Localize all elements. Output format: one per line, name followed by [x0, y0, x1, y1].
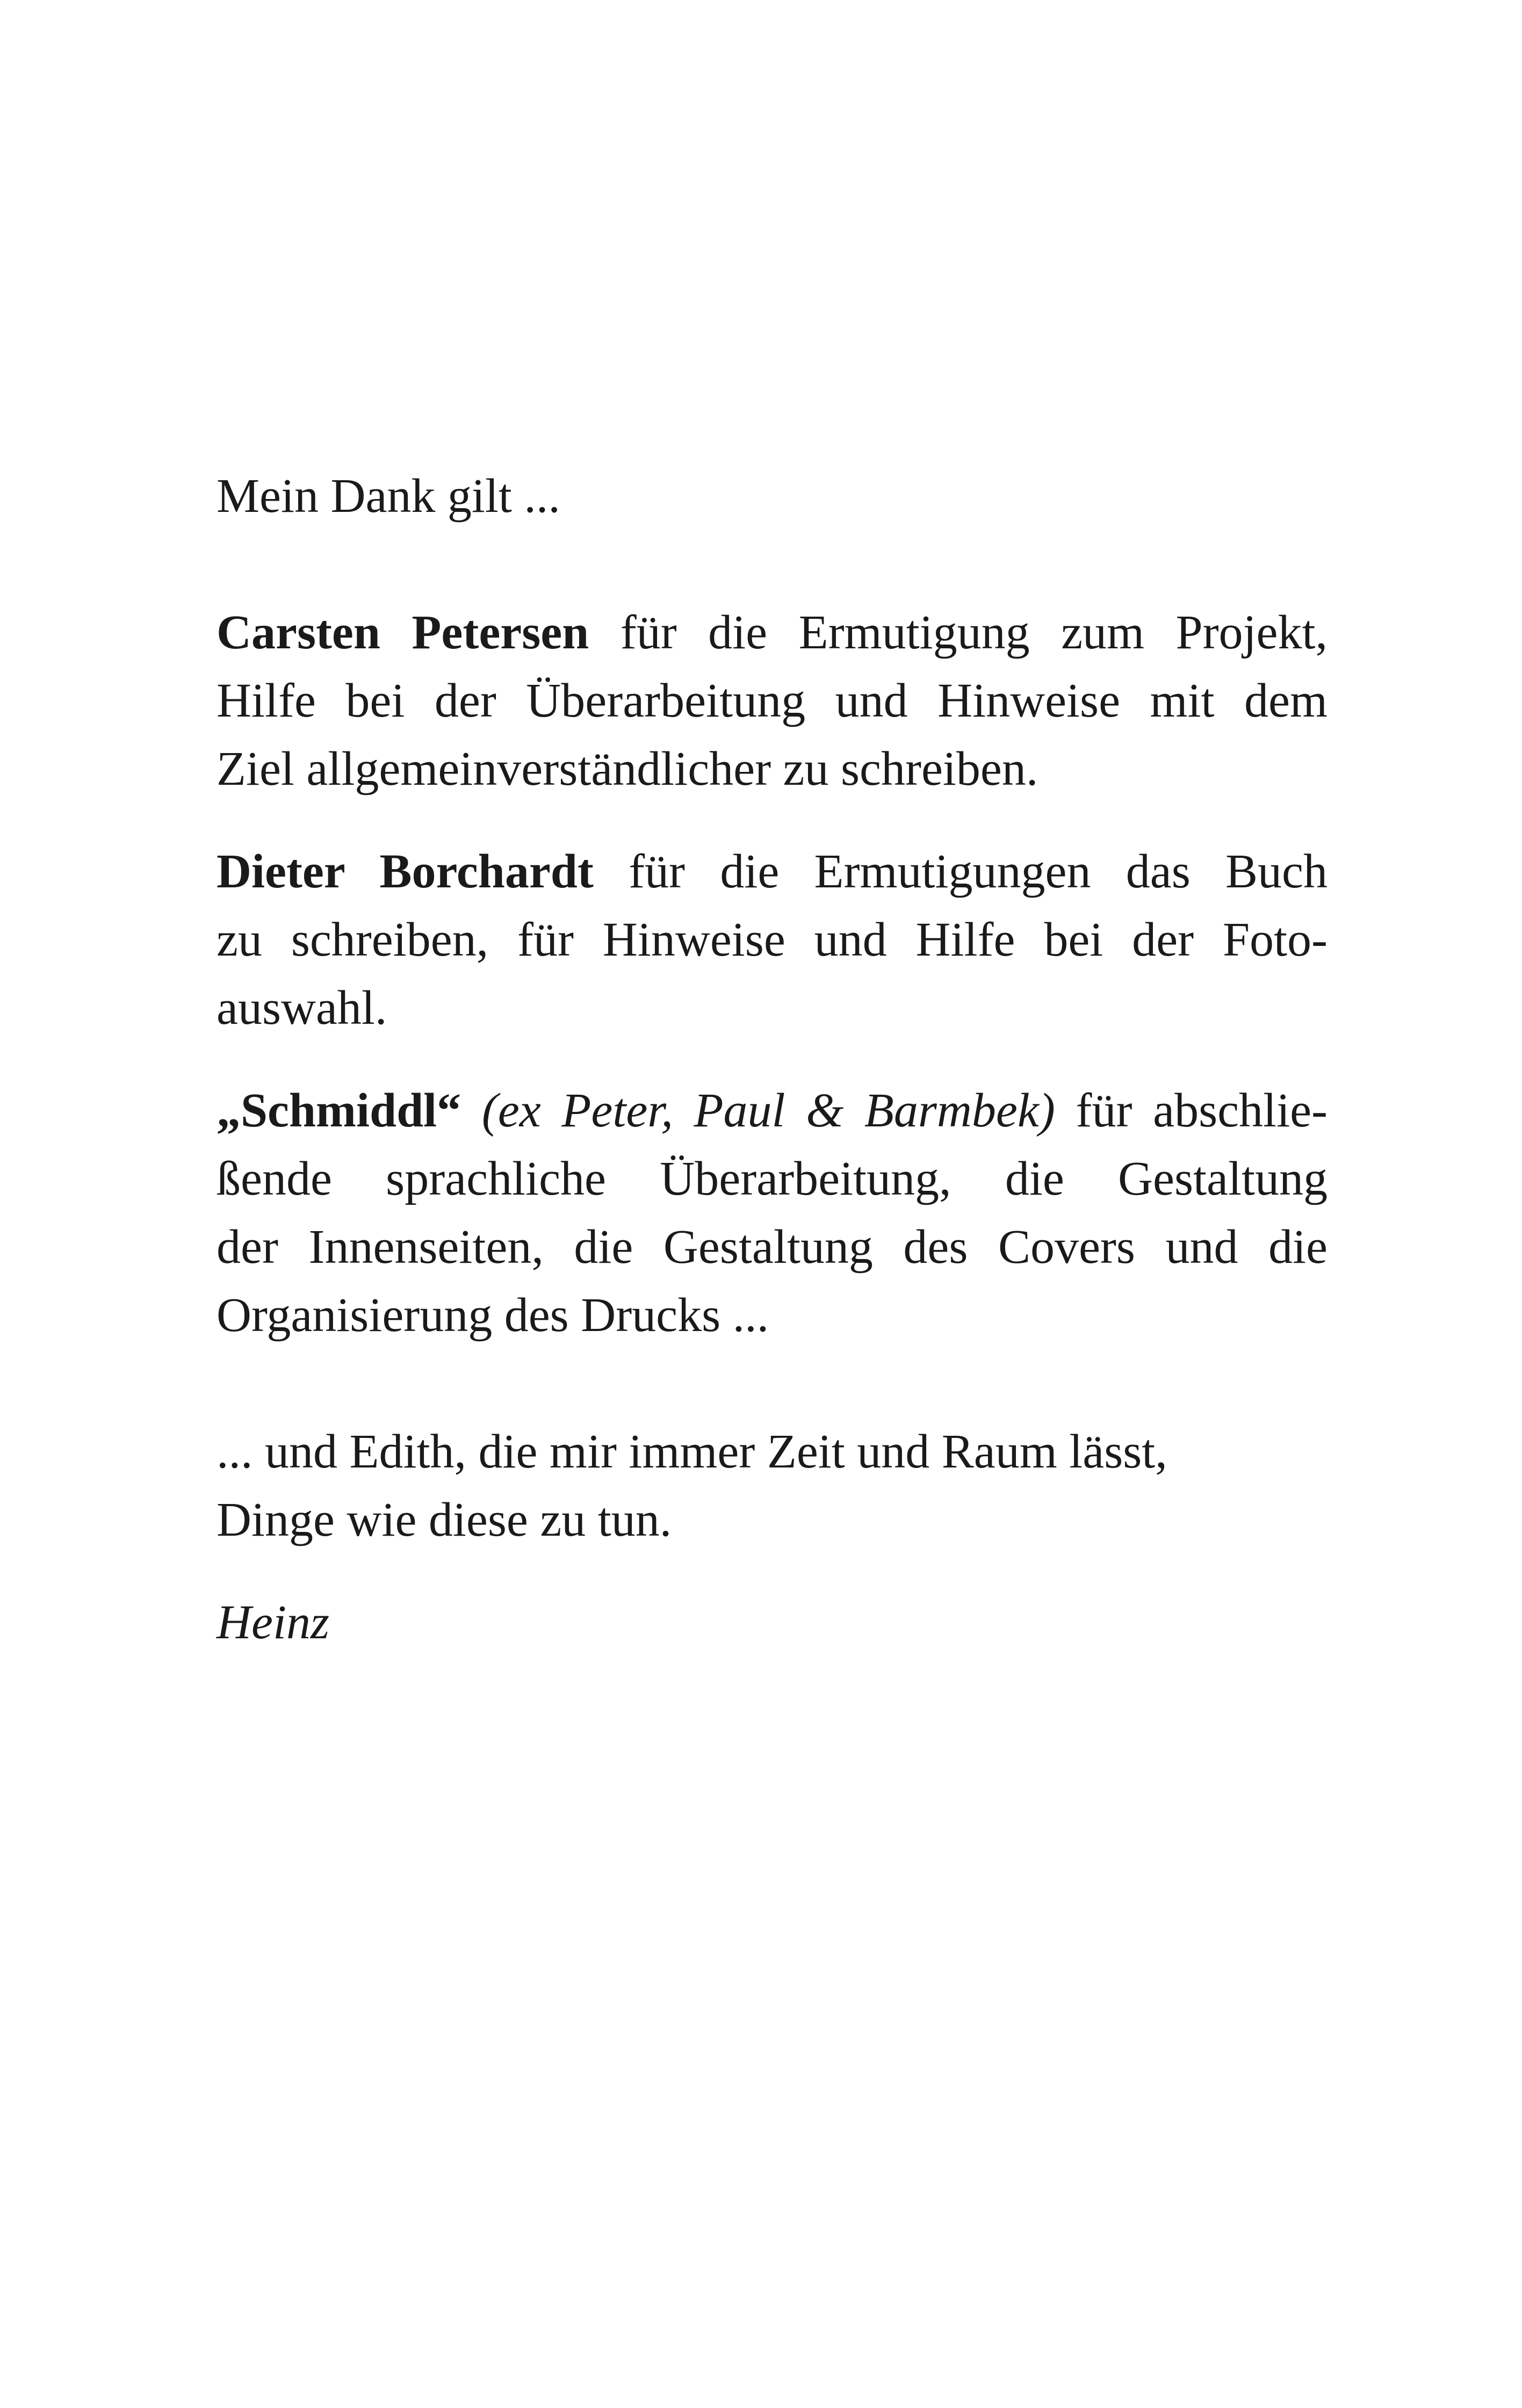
paragraph-line [217, 1076, 1328, 1145]
person-name: Carsten Petersen [217, 606, 589, 659]
spacer [217, 1042, 1328, 1076]
acknowledgements-text [217, 462, 1328, 1657]
person-aside: (ex Peter, Paul & Barmbek) [481, 1084, 1055, 1137]
intro-line [217, 462, 1328, 530]
paragraph-carsten-petersen [217, 598, 1328, 803]
closing-paragraph [217, 1418, 1328, 1554]
paragraph-schmiddl [217, 1076, 1328, 1349]
closing-line: Dinge wie diese zu tun. [217, 1493, 672, 1546]
signature-text: Heinz [217, 1596, 329, 1649]
spacer [217, 1349, 1328, 1418]
person-name: „Schmiddl“ [217, 1084, 461, 1137]
paragraph-line: Hilfe bei der Überarbeitung und Hinweise mit dem [217, 674, 1328, 727]
paragraph-line: ßende sprachliche Überarbeitung, die Gestaltung [217, 1152, 1328, 1205]
paragraph-line: zu schreiben, für Hinweise und Hilfe bei der Foto- [217, 913, 1328, 966]
paragraph-text: für die Ermutigung zum Projekt, [589, 606, 1328, 659]
signature [217, 1588, 1328, 1657]
paragraph-line [217, 837, 1328, 906]
paragraph-line: auswahl. [217, 981, 387, 1035]
intro-text: Mein Dank gilt ... [217, 469, 560, 523]
paragraph-text: für abschlie- [1076, 1084, 1328, 1137]
paragraph-line: der Innenseiten, die Gestaltung des Covers und die [217, 1220, 1328, 1274]
paragraph-line [217, 598, 1328, 667]
spacer [217, 1554, 1328, 1588]
paragraph-line: Ziel allgemeinverständlicher zu schreiben. [217, 742, 1038, 796]
spacer [217, 530, 1328, 598]
paragraph-dieter-borchardt [217, 837, 1328, 1042]
paragraph-text: für die Ermutigungen das Buch [593, 845, 1328, 898]
person-name: Dieter Borchardt [217, 845, 594, 898]
paragraph-line: Organisierung des Drucks ... [217, 1289, 769, 1342]
closing-line: ... und Edith, die mir immer Zeit und Raum lässt, [217, 1425, 1167, 1478]
spacer [217, 803, 1328, 837]
